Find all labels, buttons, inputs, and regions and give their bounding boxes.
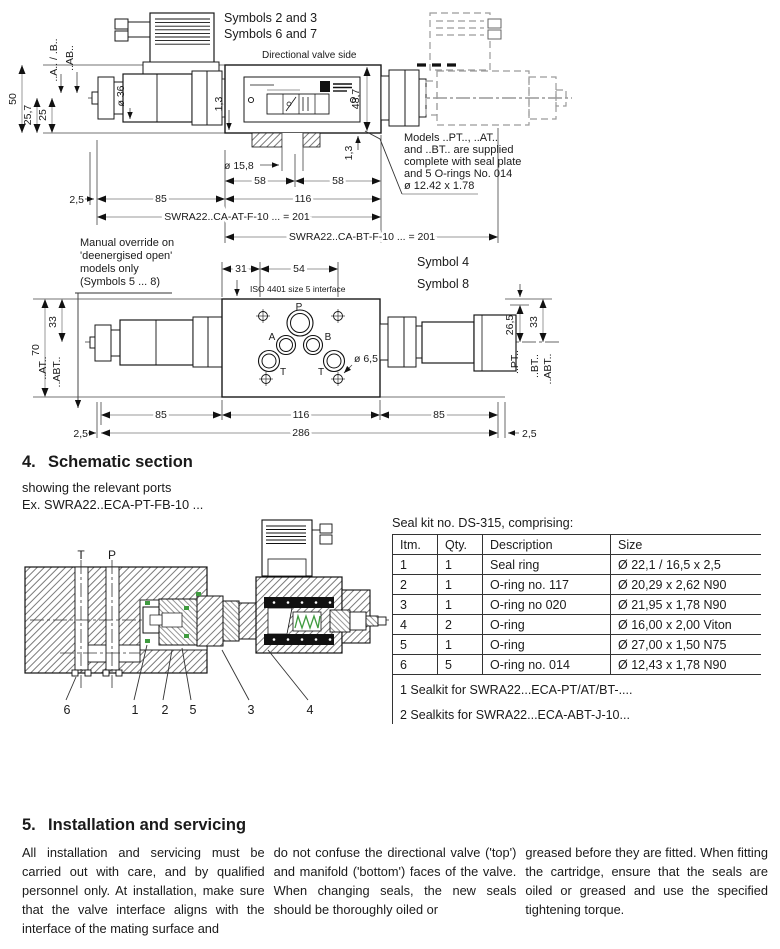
cell-qty: 1 <box>438 555 483 575</box>
section-4-heading <box>22 453 203 472</box>
models-note-line5: ø 12.42 x 1.78 <box>404 180 475 192</box>
port-label-t1: T <box>279 367 287 378</box>
body-text-column-3: greased before they are fitted. When fitting the cartridge, ensure that the seals are oiled or greased and use the specified tightening torque. <box>525 845 769 917</box>
seal-kit-table <box>392 516 764 724</box>
cell-itm: 3 <box>393 595 438 615</box>
port-label-a: A <box>268 332 276 343</box>
section-4-title: Schematic section <box>48 453 193 471</box>
section-5 <box>22 816 768 938</box>
override-note-line2: 'deenergised open' <box>80 250 173 262</box>
cell-qty: 1 <box>438 595 483 615</box>
cell-description: O-ring <box>483 635 611 655</box>
cell-itm: 2 <box>393 575 438 595</box>
section-4-number: 4. <box>22 453 36 471</box>
dim-33-right: 33 <box>528 316 540 328</box>
cell-qty: 1 <box>438 635 483 655</box>
label-abt-right: ..ABT.. <box>542 353 554 385</box>
iso-interface-label: ISO 4401 size 5 interface <box>250 284 346 294</box>
dim-70: 70 <box>30 344 42 356</box>
cell-itm: 1 <box>393 555 438 575</box>
directional-valve-side-label: Directional valve side <box>262 50 357 61</box>
table-row <box>393 615 762 635</box>
section-port-t: T <box>77 548 85 562</box>
dim-2-5-right: 2,5 <box>522 428 537 440</box>
cell-description: O-ring <box>483 615 611 635</box>
cell-qty: 5 <box>438 655 483 675</box>
cartridge-assembly <box>143 592 258 646</box>
footnote-2: 2 Sealkits for SWRA22...ECA-ABT-J-10... <box>400 707 630 722</box>
dim-26-5: 26,5 <box>504 314 516 336</box>
body-text-column-1: All installation and servicing must be carried out with care, and by qualified personnel only. At installation, make sure that the valve interface aligns with the interface of the mating surface and <box>22 845 265 936</box>
drawing-valve-interface-view <box>30 237 560 440</box>
dim-2-5-left: 2,5 <box>73 428 88 440</box>
table-row <box>393 575 762 595</box>
table-footnote-row <box>393 675 762 700</box>
overall-length-at: SWRA22..CA-AT-F-10 ... = 201 <box>164 211 310 223</box>
solenoid-section <box>256 577 386 653</box>
callout-3: 3 <box>247 703 255 717</box>
cell-description: Seal ring <box>483 555 611 575</box>
dim-33-left: 33 <box>47 316 59 328</box>
cell-itm: 6 <box>393 655 438 675</box>
override-note-line4: (Symbols 5 ... 8) <box>80 276 161 288</box>
dim-116-2: 116 <box>292 409 310 421</box>
body-text-column-2: do not confuse the directional valve ('top') and manifold ('bottom') faces of the valve. When changing seals, the new seals should be thoroughly oiled or <box>273 845 517 917</box>
cell-description: O-ring no. 117 <box>483 575 611 595</box>
port-label-b: B <box>324 332 332 343</box>
section-4-subtitle-1: showing the relevant ports <box>22 480 172 495</box>
dim-116: 116 <box>294 193 312 205</box>
footnote-1: 1 Sealkit for SWRA22...ECA-PT/AT/BT-.... <box>400 683 633 697</box>
dim-dia6-5: ø 6,5 <box>354 353 378 365</box>
seal-kit-title: Seal kit no. DS-315, comprising: <box>392 516 574 530</box>
cell-description: O-ring no 020 <box>483 595 611 615</box>
label-abt-left: ..ABT.. <box>51 356 63 388</box>
section-4 <box>22 453 203 513</box>
schematic-section-drawing <box>0 510 400 760</box>
label-ab: ..AB.. <box>64 45 76 71</box>
table-header-row <box>393 535 762 555</box>
table-row <box>393 595 762 615</box>
override-note-line1: Manual override on <box>80 237 175 249</box>
label-bt: ..BT.. <box>529 354 541 378</box>
p-channel <box>106 567 119 670</box>
table-row <box>393 635 762 655</box>
col-header-qty: Qty. <box>438 535 483 555</box>
cell-description: O-ring no. 014 <box>483 655 611 675</box>
cell-size: Ø 22,1 / 16,5 x 2,5 <box>611 555 762 575</box>
section-port-p: P <box>107 548 117 562</box>
section-5-number: 5. <box>22 816 36 834</box>
table-row <box>393 555 762 575</box>
cell-size: Ø 21,95 x 1,78 N90 <box>611 595 762 615</box>
callout-2: 2 <box>161 703 169 717</box>
dim-85-left: 85 <box>155 409 167 421</box>
dim-25-7: 25,7 <box>22 104 34 126</box>
drawing-valve-top-view <box>7 11 572 243</box>
dim-25: 25 <box>37 109 49 121</box>
dim-85-right: 85 <box>433 409 445 421</box>
dim-1-3-right: 1,3 <box>343 145 355 161</box>
cell-size: Ø 20,29 x 2,62 N90 <box>611 575 762 595</box>
dim-1-3-left: 1,3 <box>213 96 225 112</box>
t-channel <box>75 567 88 670</box>
callout-5: 5 <box>189 703 197 717</box>
right-solenoid-tube-2 <box>380 315 516 371</box>
symbol8-label: Symbol 8 <box>417 277 470 291</box>
left-solenoid-tube-2 <box>90 317 222 367</box>
cell-qty: 2 <box>438 615 483 635</box>
models-note-line1: Models ..PT.., ..AT.. <box>404 132 498 144</box>
dim-286: 286 <box>292 427 310 439</box>
col-header-itm: Itm. <box>393 535 438 555</box>
port-label-p: P <box>295 302 303 313</box>
table-footnote-row <box>393 700 762 725</box>
label-a-b: ..A.. / .B.. <box>48 38 60 82</box>
callout-6: 6 <box>63 703 71 717</box>
models-note-line2: and ..BT.. are supplied <box>404 144 514 156</box>
left-solenoid-tube <box>92 71 225 125</box>
dim-31: 31 <box>235 263 247 275</box>
right-solenoid-dashed <box>381 13 566 126</box>
override-note-line3: models only <box>80 263 139 275</box>
dim-54: 54 <box>293 263 305 275</box>
dim-dia36: ø 36 <box>115 85 127 107</box>
col-header-size: Size <box>611 535 762 555</box>
callout-4: 4 <box>306 703 314 717</box>
dim-2-5: 2,5 <box>69 194 84 206</box>
section-connector <box>262 520 332 576</box>
dim-58b: 58 <box>332 175 344 187</box>
nameplate-symbol <box>267 90 329 114</box>
cell-size: Ø 12,43 x 1,78 N90 <box>611 655 762 675</box>
label-at: ..AT.. <box>37 356 49 380</box>
overall-length-bt: SWRA22..CA-BT-F-10 ... = 201 <box>288 231 436 243</box>
col-header-description: Description <box>483 535 611 555</box>
callout-1: 1 <box>131 703 139 717</box>
cell-size: Ø 16,00 x 2,00 Viton <box>611 615 762 635</box>
cell-itm: 4 <box>393 615 438 635</box>
symbols-label-2: Symbols 6 and 7 <box>224 27 318 41</box>
port-label-t2: T <box>317 367 325 378</box>
models-note-line3: complete with seal plate <box>404 156 522 168</box>
section-4-subtitle-2: Ex. SWRA22..ECA-PT-FB-10 ... <box>22 497 204 512</box>
iso-interface-block <box>222 299 380 397</box>
section-5-title: Installation and servicing <box>48 816 247 834</box>
dim-dia15-8: ø 15,8 <box>224 160 254 172</box>
dim-58a: 58 <box>254 175 266 187</box>
electrical-connector <box>115 13 219 75</box>
cell-qty: 1 <box>438 575 483 595</box>
table-row <box>393 655 762 675</box>
valve-dimension-drawings <box>0 0 780 450</box>
symbol4-label: Symbol 4 <box>417 255 470 269</box>
dim-48-7: 48,7 <box>350 88 362 110</box>
models-note-line4: and 5 O-rings No. 014 <box>404 168 513 180</box>
dim-50: 50 <box>7 93 19 105</box>
symbols-label-1: Symbols 2 and 3 <box>224 11 318 25</box>
section-5-heading <box>22 816 768 835</box>
dim-85: 85 <box>155 193 167 205</box>
label-pt: ..PT.. <box>509 350 521 374</box>
nameplate-screw-left <box>248 97 253 102</box>
cell-size: Ø 27,00 x 1,50 N75 <box>611 635 762 655</box>
cell-itm: 5 <box>393 635 438 655</box>
